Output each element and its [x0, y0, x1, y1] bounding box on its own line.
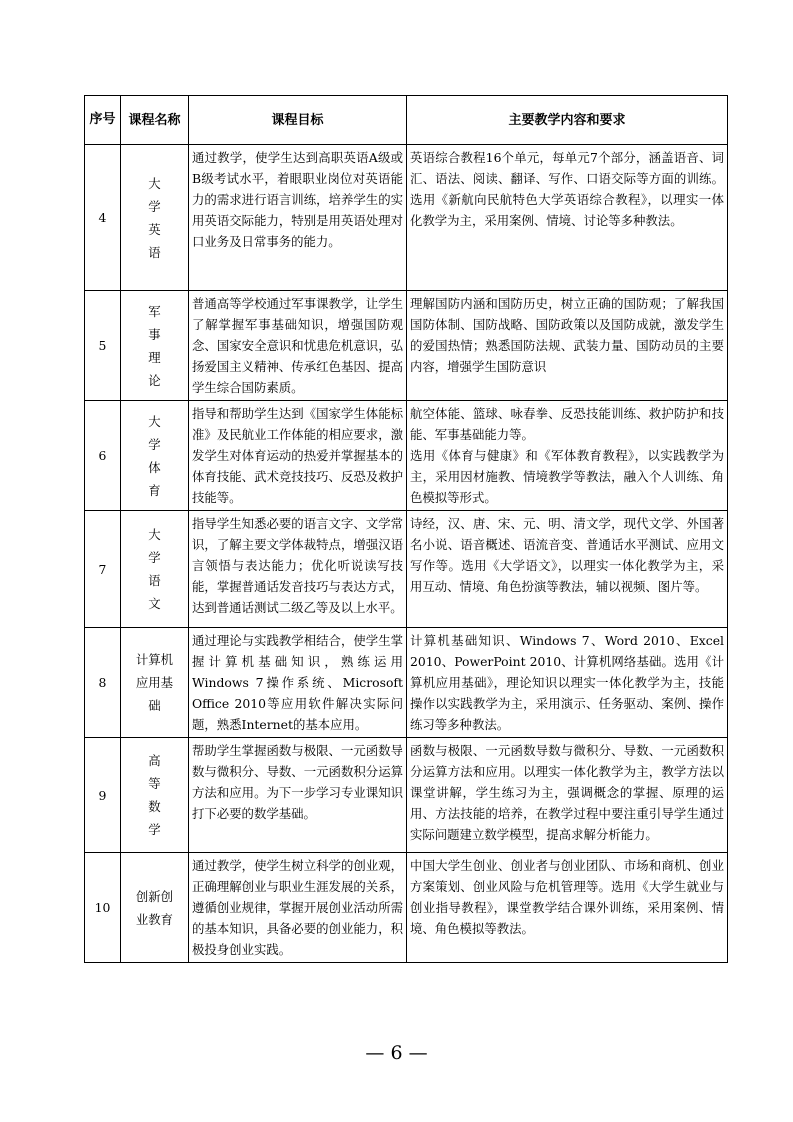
course-name: 计算机应用基础 — [121, 628, 189, 738]
course-content: 函数与极限、一元函数导数与微积分、导数、一元函数积分运算方法和应用。以理实一体化教学为主，教学方法以课堂讲解，学生练习为主，强调概念的掌握、原理的运用、方法技能的培养，在教学过程中要注重引导学生通过实际问题建立数学模型，提高求解分析能力。 — [407, 738, 728, 853]
course-content: 诗经，汉、唐、宋、元、明、清文学，现代文学、外国著名小说、语音概述、语流音变、普通话水平测试、应用文写作等。选用《大学语文》，以理实一体化教学为主，采用互动、情境、角色扮演等教法，辅以视频、图片等。 — [407, 511, 728, 628]
table-row — [85, 145, 728, 291]
course-name: 军事理论 — [121, 291, 189, 401]
course-content — [407, 401, 728, 511]
header-num: 序号 — [85, 96, 121, 145]
header-course-name: 课程名称 — [121, 96, 189, 145]
course-name: 高等数学 — [121, 738, 189, 853]
row-num: 7 — [85, 511, 121, 628]
course-content: 英语综合教程16个单元，每单元7个部分，涵盖语音、词汇、语法、阅读、翻译、写作、口语交际等方面的训练。选用《新航向民航特色大学英语综合教程》，以理实一体化教学为主，采用案例、情境、讨论等多种教法。 — [407, 145, 728, 291]
table-row — [85, 511, 728, 628]
course-goal: 通过理论与实践教学相结合，使学生掌握计算机基础知识，熟练运用Windows 7操作系统、Microsoft Office 2010等应用软件解决实际问题，熟悉Internet的基本应用。 — [189, 628, 407, 738]
course-name: 创新创业教育 — [121, 853, 189, 963]
header-course-goal: 课程目标 — [189, 96, 407, 145]
row-num: 8 — [85, 628, 121, 738]
course-goal: 通过教学，使学生树立科学的创业观，正确理解创业与职业生涯发展的关系，遵循创业规律，掌握开展创业活动所需的基本知识，具备必要的创业能力，积极投身创业实践。 — [189, 853, 407, 963]
row-num: 4 — [85, 145, 121, 291]
header-course-content: 主要教学内容和要求 — [407, 96, 728, 145]
course-content: 计算机基础知识、Windows 7、Word 2010、Excel 2010、PowerPoint 2010、计算机网络基础。选用《计算机应用基础》，理论知识以理实一体化教学为主，技能操作以实践教学为主，采用演示、任务驱动、案例、操作练习等多种教法。 — [407, 628, 728, 738]
course-name: 大学英语 — [121, 145, 189, 291]
table-row — [85, 291, 728, 401]
row-num: 10 — [85, 853, 121, 963]
table-header-row — [85, 96, 728, 145]
course-content: 中国大学生创业、创业者与创业团队、市场和商机、创业方案策划、创业风险与危机管理等。选用《大学生就业与创业指导教程》，课堂教学结合课外训练，采用案例、情境、角色模拟等教法。 — [407, 853, 728, 963]
course-name: 大学语文 — [121, 511, 189, 628]
course-name: 大学体育 — [121, 401, 189, 511]
table-row — [85, 401, 728, 511]
course-goal: 指导学生知悉必要的语言文字、文学常识，了解主要文学体裁特点，增强汉语言领悟与表达能力；优化听说读写技能，掌握普通话发音技巧与表达方式，达到普通话测试二级乙等及以上水平。 — [189, 511, 407, 628]
table-row — [85, 628, 728, 738]
course-content: 理解国防内涵和国防历史，树立正确的国防观；了解我国国防体制、国防战略、国防政策以及国防成就，激发学生的爱国热情；熟悉国防法规、武装力量、国防动员的主要内容，增强学生国防意识 — [407, 291, 728, 401]
page-number: — 6 — — [365, 1042, 428, 1064]
course-goal: 帮助学生掌握函数与极限、一元函数导数与微积分、导数、一元函数积分运算方法和应用。为下一步学习专业课知识打下必要的数学基础。 — [189, 738, 407, 853]
course-goal: 指导和帮助学生达到《国家学生体能标准》及民航业工作体能的相应要求，激发学生对体育运动的热爱并掌握基本的体育技能、武术竞技技巧、反恐及救护技能等。 — [189, 401, 407, 511]
course-content-line: 选用《体育与健康》和《军体教育教程》，以实践教学为主，采用因材施教、情境教学等教法，融入个人训练、角色模拟等形式。 — [410, 448, 724, 505]
course-content-line: 航空体能、篮球、咏春拳、反恐技能训练、救护防护和技能、军事基础能力等。 — [410, 406, 724, 442]
table-row — [85, 853, 728, 963]
course-table — [84, 95, 728, 963]
row-num: 9 — [85, 738, 121, 853]
course-goal: 通过教学，使学生达到高职英语A级或B级考试水平，着眼职业岗位对英语能力的需求进行语言训练，培养学生的实用英语交际能力，特别是用英语处理对口业务及日常事务的能力。 — [189, 145, 407, 291]
row-num: 5 — [85, 291, 121, 401]
table-row — [85, 738, 728, 853]
row-num: 6 — [85, 401, 121, 511]
course-goal: 普通高等学校通过军事课教学，让学生了解掌握军事基础知识，增强国防观念、国家安全意识和忧患危机意识，弘扬爱国主义精神、传承红色基因、提高学生综合国防素质。 — [189, 291, 407, 401]
